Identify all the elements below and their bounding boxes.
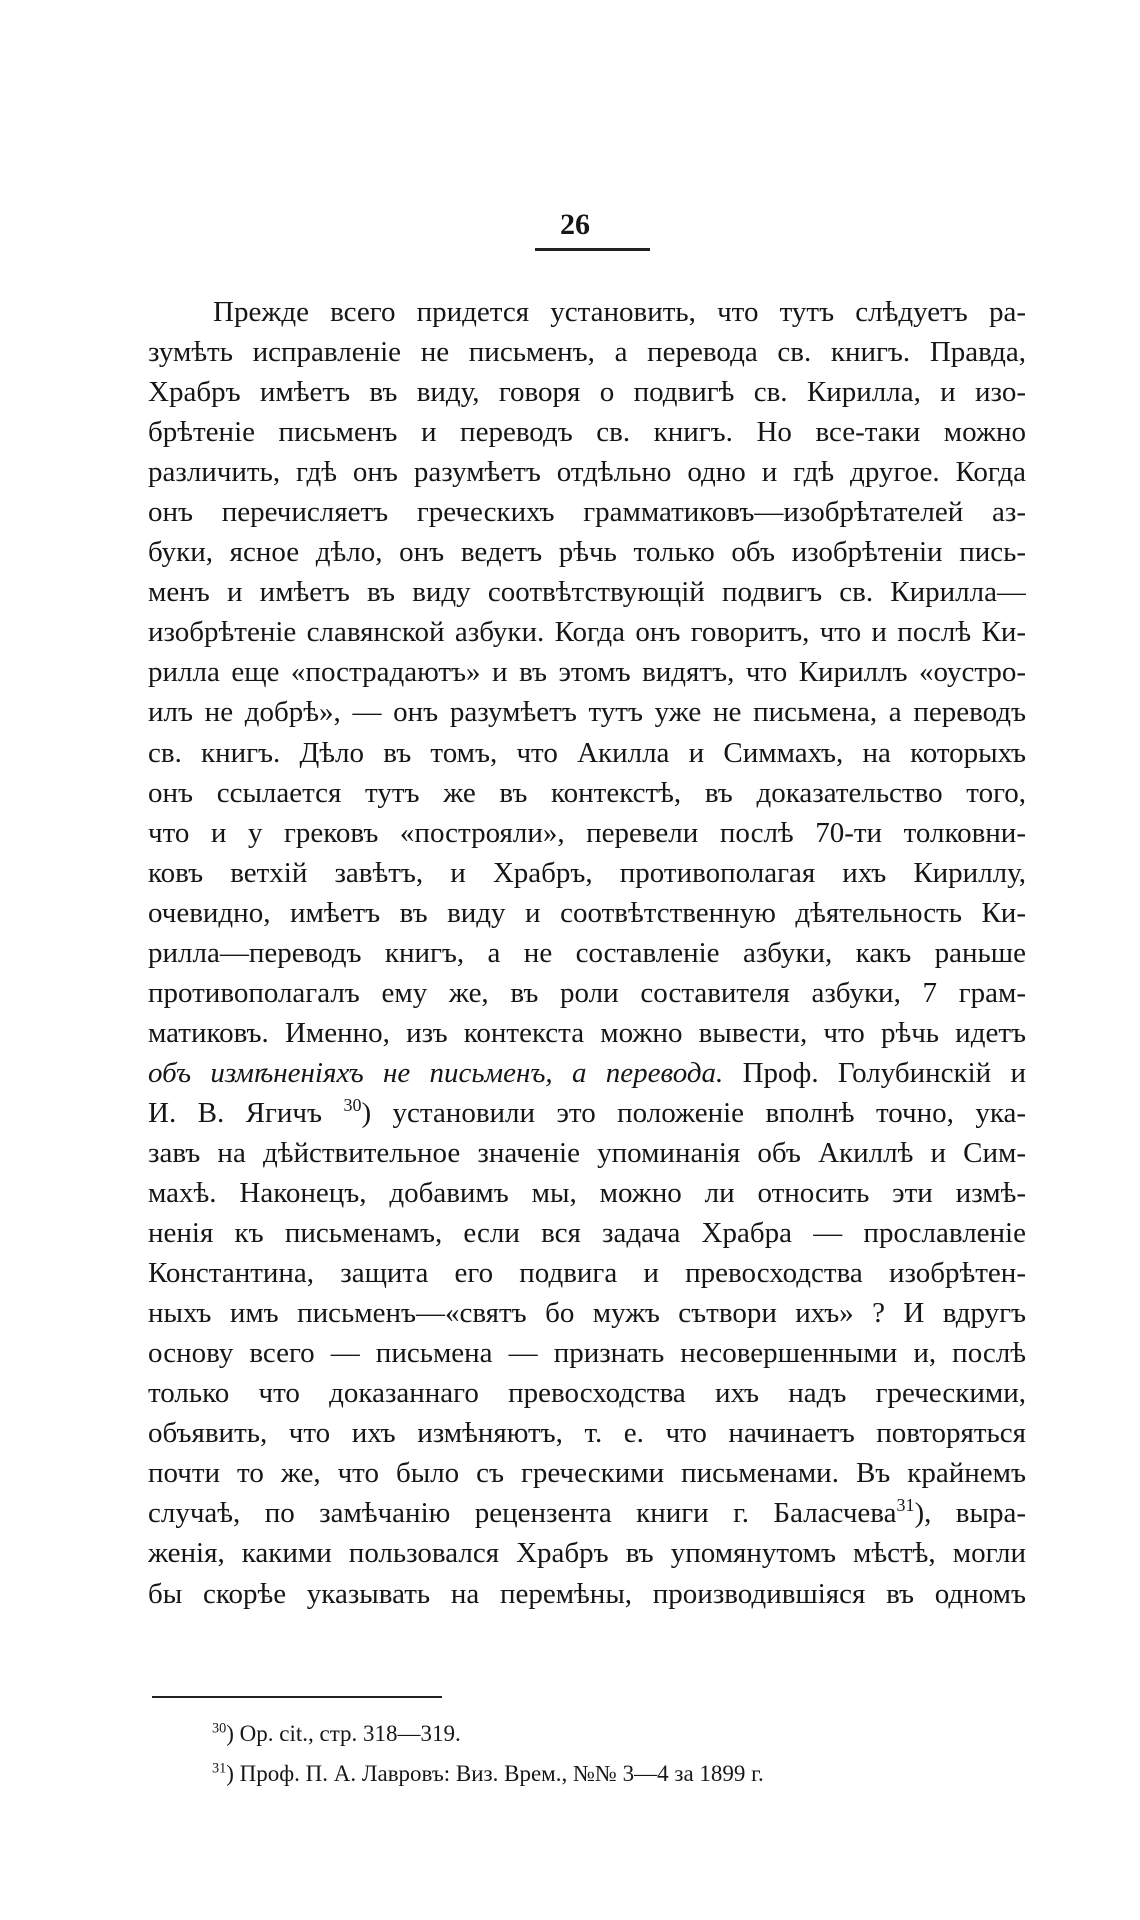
page-number: 26 (560, 208, 590, 241)
text-line: менъ и имѣетъ въ виду соотвѣтствующій подвигъ св. Кирилла— (148, 576, 1026, 609)
text-line: буки, ясное дѣло, онъ ведетъ рѣчь только объ изобрѣтеніи пись- (148, 536, 1026, 569)
text-line: ныхъ имъ письменъ—«святъ бо мужъ сътвори ихъ» ? И вдругъ (148, 1297, 1026, 1330)
text-line (148, 1493, 1026, 1533)
text-line: Константина, защита его подвига и превосходства изобрѣтен- (148, 1257, 1026, 1290)
footnote-text: ) Op. cit., стр. 318—319. (226, 1721, 461, 1746)
text-line: объявить, что ихъ измѣняютъ, т. е. что начинаетъ повторяться (148, 1417, 1026, 1450)
text-run: ) установили это положеніе вполнѣ точно, ука- (361, 1096, 1026, 1129)
text-line: рилла—переводъ книгъ, а не составленіе азбуки, какъ раньше (148, 936, 1026, 969)
text-line: св. книгъ. Дѣло въ томъ, что Акилла и Симмахъ, на которыхъ (148, 736, 1026, 769)
footnote-text: ) Проф. П. А. Лавровъ: Виз. Врем., №№ 3—4 за 1899 г. (226, 1761, 764, 1786)
text-line: ненія къ письменамъ, если вся задача Храбра — прославленіе (148, 1217, 1026, 1250)
text-line: различить, гдѣ онъ разумѣетъ отдѣльно одно и гдѣ другое. Когда (148, 456, 1026, 489)
text-line: женія, какими пользовался Храбръ въ упомянутомъ мѣстѣ, могли (148, 1537, 1026, 1570)
text-line: Храбръ имѣетъ въ виду, говоря о подвигѣ св. Кирилла, и изо- (148, 376, 1026, 409)
text-line: бы скорѣе указывать на перемѣны, производившіяся въ одномъ (148, 1577, 1026, 1610)
text-line: только что доказаннаго превосходства ихъ надъ греческими, (148, 1377, 1026, 1410)
footnote-31 (212, 1754, 992, 1794)
text-line (148, 1093, 1026, 1133)
text-line: почти то же, что было съ греческими письменами. Въ крайнемъ (148, 1457, 1026, 1490)
text-line: илъ не добрѣ», — онъ разумѣетъ тутъ уже не письмена, а переводъ (148, 696, 1026, 729)
body-text (148, 292, 1026, 1614)
footnote-ref-31: 31 (896, 1495, 915, 1516)
text-line: рилла еще «пострадаютъ» и въ этомъ видятъ, что Кириллъ «оустро- (148, 656, 1026, 689)
footnote-separator (152, 1696, 442, 1698)
text-line: онъ перечисляетъ греческихъ грамматиковъ—изобрѣтателей аз- (148, 496, 1026, 529)
italic-phrase: объ измѣненіяхъ не письменъ, а перевода. (148, 1056, 724, 1089)
text-line: очевидно, имѣетъ въ виду и соотвѣтственную дѣятельность Ки- (148, 896, 1026, 929)
text-run: случаѣ, по замѣчанію рецензента книги г. Баласчева (148, 1497, 897, 1530)
text-line (148, 1053, 1026, 1093)
footnotes (212, 1714, 992, 1794)
text-line: противополагалъ ему же, въ роли составителя азбуки, 7 грам- (148, 976, 1026, 1009)
text-line: завъ на дѣйствительное значеніе упоминанія объ Акиллѣ и Сим- (148, 1136, 1026, 1169)
text-line: Прежде всего придется установить, что тутъ слѣдуетъ ра- (213, 296, 1026, 328)
text-run: ), выра- (914, 1497, 1026, 1530)
text-line: зумѣть исправленіе не письменъ, а перевода св. книгъ. Правда, (148, 336, 1026, 369)
text-run: И. В. Ягичъ (148, 1096, 344, 1129)
text-line: матиковъ. Именно, изъ контекста можно вывести, что рѣчь идетъ (148, 1016, 1026, 1049)
text-line: онъ ссылается тутъ же въ контекстѣ, въ доказательство того, (148, 776, 1026, 809)
text-line: основу всего — письмена — признать несовершенными и, послѣ (148, 1337, 1026, 1370)
footnote-marker: 30 (212, 1720, 227, 1737)
footnote-marker: 31 (212, 1760, 227, 1777)
text-line: изобрѣтеніе славянской азбуки. Когда онъ говоритъ, что и послѣ Ки- (148, 616, 1026, 649)
text-line: брѣтеніе письменъ и переводъ св. книгъ. Но все-таки можно (148, 416, 1026, 449)
page-number-rule (535, 248, 650, 251)
text-line: махѣ. Наконецъ, добавимъ мы, можно ли относить эти измѣ- (148, 1177, 1026, 1210)
text-line: что и у грековъ «построяли», перевели послѣ 70-ти толковни- (148, 816, 1026, 849)
text-line: ковъ ветхій завѣтъ, и Храбръ, противополагая ихъ Кириллу, (148, 856, 1026, 889)
footnote-ref-30: 30 (343, 1095, 362, 1116)
footnote-30 (212, 1714, 992, 1754)
text-run: Проф. Голубинскій и (723, 1056, 1026, 1089)
